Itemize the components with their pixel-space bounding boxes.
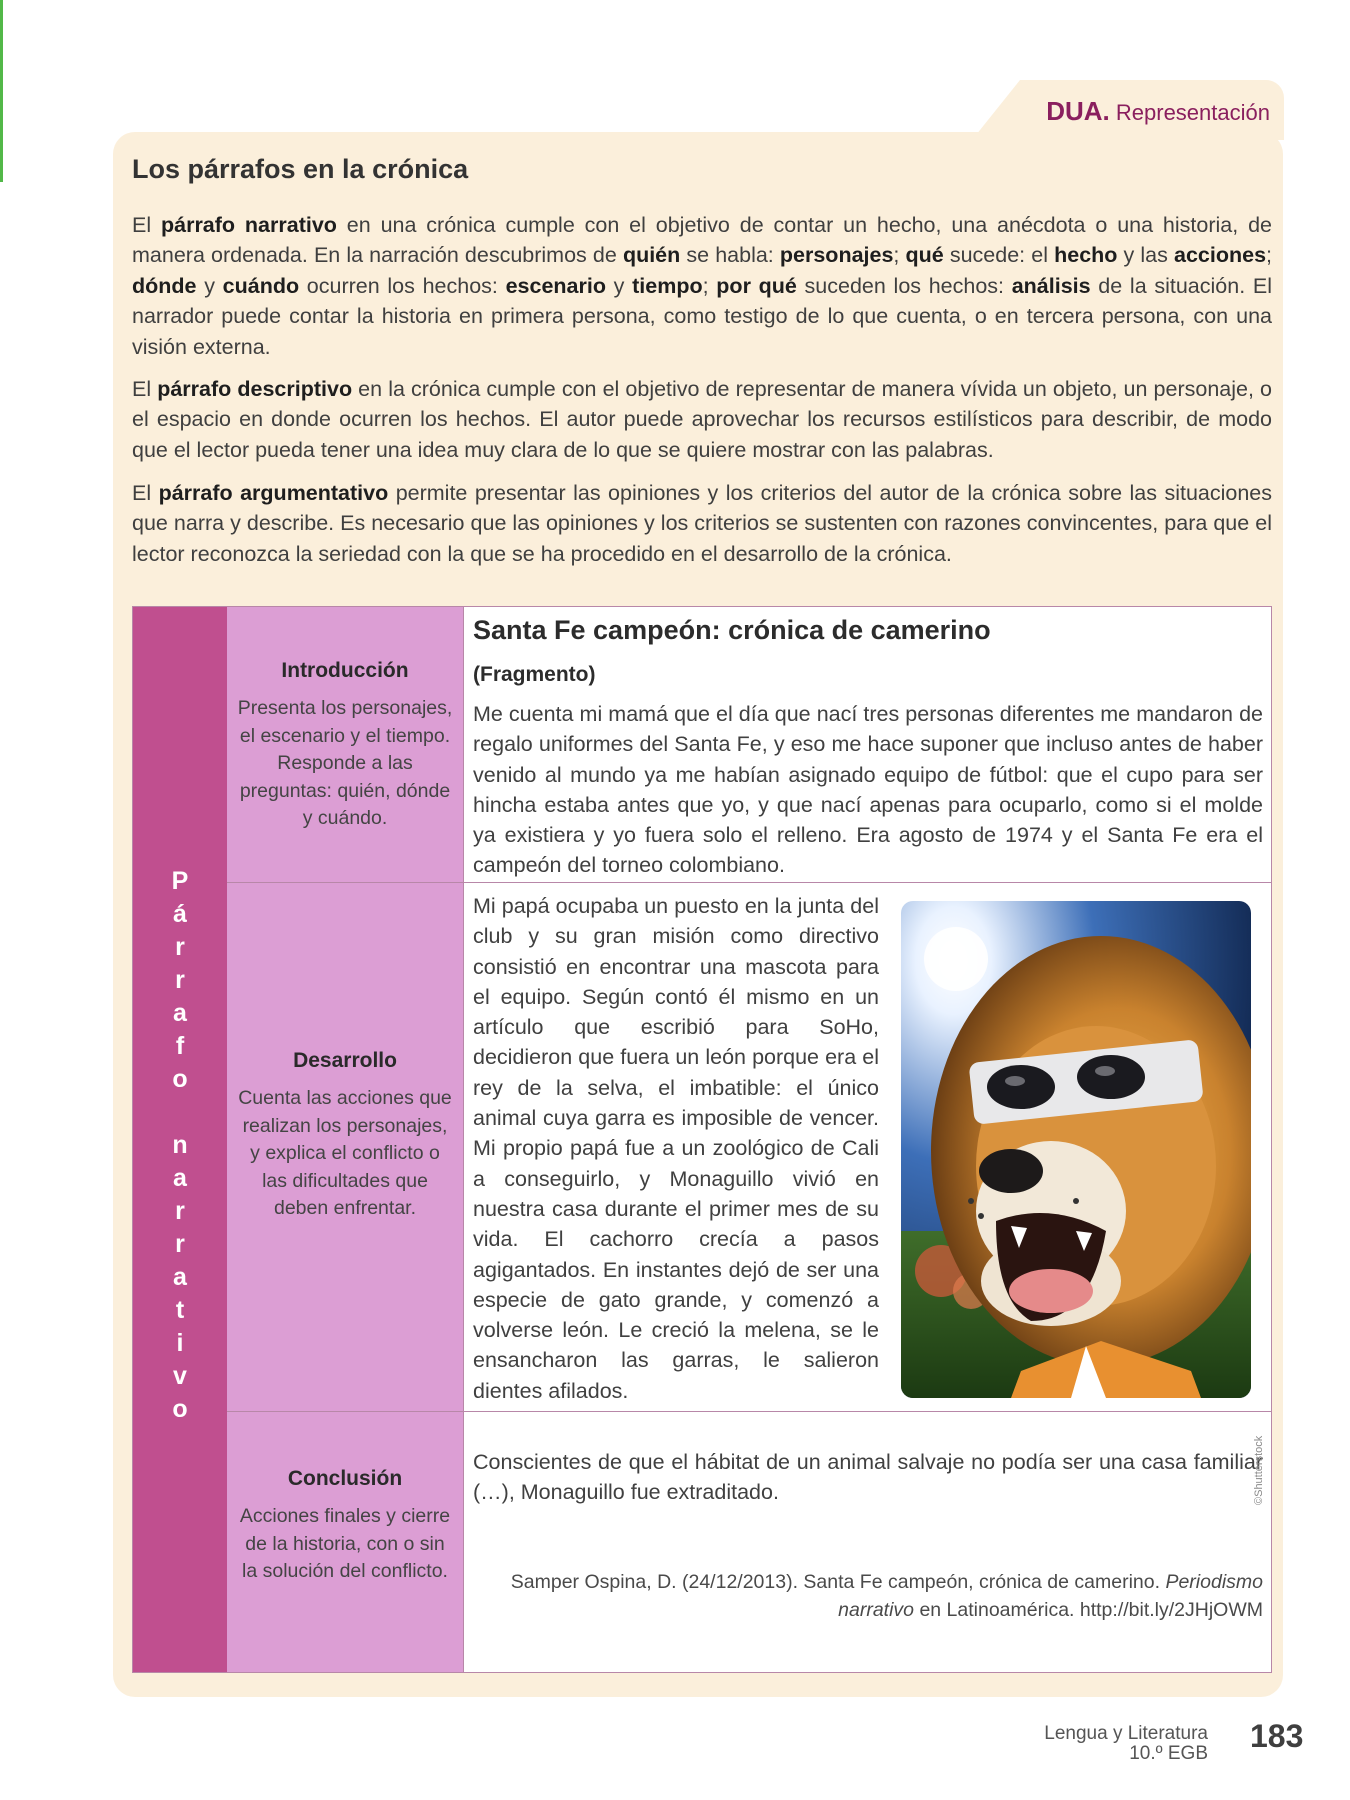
- dua-topic: Representación: [1115, 100, 1270, 125]
- narrative-paragraph: El párrafo narrativo en una crónica cumple con el objetivo de contar un hecho, una anécdota o una historia, de manera ordenada. En la narración descubrimos de quién se habla: personajes; qué sucede: el hecho y las acciones; dónde y cuándo ocurren los hechos: escenario y tiempo; por qué suceden los hechos: análisis de la situación. El narrador puede contar la historia en primera persona, como testigo de lo que cuenta, o en tercera persona, con una visión externa.: [132, 213, 1273, 359]
- section-title: Los párrafos en la crónica: [132, 154, 469, 184]
- section-description: Acciones finales y cierre de la historia, con o sin la solución del conflicto.: [239, 1505, 451, 1582]
- argumentative-paragraph: El párrafo argumentativo permite presentar las opiniones y los criterios del autor de la crónica sobre las situaciones que narra y describe. Es necesario que las opiniones y los criterios se sustenten con razones convincentes, para que el lector reconozca la seriedad con la que se ha procedido en el desarrollo de la crónica.: [132, 481, 1273, 566]
- section-heading: Desarrollo: [293, 1049, 397, 1072]
- image-credit: ©Shutterstock: [1253, 1435, 1265, 1505]
- section-description: Cuenta las acciones que realizan los personajes, y explica el conflicto o las dificultades que deben enfrentar.: [238, 1087, 452, 1219]
- footer-subject: Lengua y Literatura 10.º EGB: [1044, 1723, 1208, 1764]
- section-conclusion: [227, 1467, 463, 1586]
- story-introduction: Me cuenta mi mamá que el día que nací tres personas diferentes me mandaron de regalo uniformes del Santa Fe, y eso me hace suponer que incluso antes de haber venido al mundo ya me habían asignado equipo de fútbol: que el cupo para ser hincha estaba antes que yo, y que nací apenas para ocuparlo, como si el molde ya existiera y yo fuera solo el relleno. Era agosto de 1974 y el Santa Fe era el campeón del torneo colombiano.: [473, 702, 1263, 878]
- chronicle-structure-table: [132, 606, 1272, 1673]
- page-edge-marker: [0, 0, 3, 182]
- dua-label: [1046, 96, 1270, 127]
- citation: Samper Ospina, D. (24/12/2013). Santa Fe campeón, crónica de camerino. Periodismo narrativo en Latinoamérica. http://bit.ly/2JHjOWM: [510, 1571, 1263, 1621]
- story-development: Mi papá ocupaba un puesto en la junta del club y su gran misión como directivo consistió en encontrar una mascota para el equipo. Según contó él mismo en un artículo que escribió para SoHo, decidieron que fuera un león porque era el rey de la selva, el imbatible: el único animal cuya garra es imposible de vencer. Mi propio papá fue a un zoológico de Cali a conseguirlo, y Monaguillo vivió en nuestra casa durante el primer mes de su vida. El cachorro crecía a pasos agigantados. En instantes dejó de ser una especie de gato grande, y comenzó a volverse león. Le creció la melena, se le ensancharon las garras, le salieron dientes afilados.: [473, 894, 879, 1403]
- section-introduccion: [227, 659, 463, 833]
- page-number: 183: [1250, 1718, 1304, 1754]
- section-heading: Introducción: [281, 659, 409, 682]
- dua-abbrev: DUA.: [1046, 96, 1110, 126]
- side-label: P á r r a f o n a r r a t i v o: [171, 867, 189, 1423]
- story-conclusion: Conscientes de que el hábitat de un animal salvaje no podía ser una casa familiar (…), Monaguillo fue extraditado.: [473, 1450, 1263, 1505]
- story-subtitle: (Fragmento): [473, 663, 596, 686]
- descriptive-paragraph: El párrafo descriptivo en la crónica cumple con el objetivo de representar de manera vívida un objeto, un personaje, o el espacio en donde ocurren los hechos. El autor puede aprovechar los recursos estilísticos para describir, de modo que el lector pueda tener una idea muy clara de lo que se quiere mostrar con las palabras.: [132, 377, 1273, 462]
- section-description: Presenta los personajes, el escenario y el tiempo. Responde a las preguntas: quién, dónde y cuándo.: [237, 697, 453, 829]
- side-label-column: [133, 607, 227, 1672]
- section-heading: Conclusión: [287, 1467, 403, 1490]
- lion-mascot-photo: [901, 901, 1251, 1398]
- section-desarrollo: [227, 1049, 463, 1223]
- story-title: Santa Fe campeón: crónica de camerino: [473, 615, 991, 645]
